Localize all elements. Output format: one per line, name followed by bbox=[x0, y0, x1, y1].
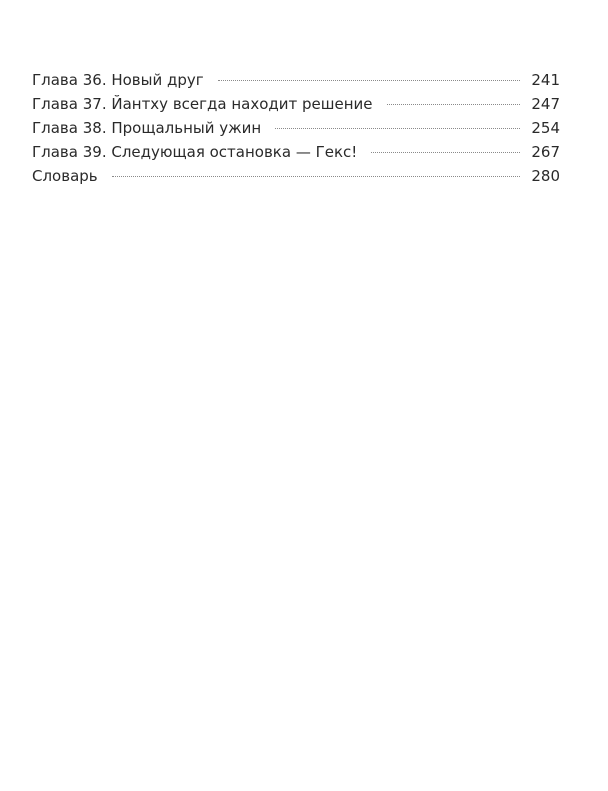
dot-leader bbox=[275, 128, 520, 129]
dot-leader bbox=[387, 104, 520, 105]
table-of-contents bbox=[32, 68, 560, 188]
toc-entry-page-number: 280 bbox=[531, 167, 560, 185]
toc-entry-chapter-39 bbox=[32, 140, 560, 164]
toc-entry-title: Глава 39. Следующая остановка — Гекс! bbox=[32, 143, 358, 161]
toc-entry-page-number: 247 bbox=[531, 95, 560, 113]
toc-entry-title: Глава 38. Прощальный ужин bbox=[32, 119, 262, 137]
toc-entry-page-number: 254 bbox=[531, 119, 560, 137]
toc-entry-title: Глава 36. Новый друг bbox=[32, 71, 204, 89]
toc-entry-title: Словарь bbox=[32, 167, 98, 185]
toc-entry-chapter-37 bbox=[32, 92, 560, 116]
dot-leader bbox=[218, 80, 520, 81]
toc-entry-chapter-36 bbox=[32, 68, 560, 92]
toc-entry-title: Глава 37. Йантху всегда находит решение bbox=[32, 95, 373, 113]
dot-leader bbox=[112, 176, 520, 177]
toc-entry-page-number: 241 bbox=[531, 71, 560, 89]
toc-entry-chapter-38 bbox=[32, 116, 560, 140]
toc-entry-glossary bbox=[32, 164, 560, 188]
dot-leader bbox=[371, 152, 520, 153]
toc-entry-page-number: 267 bbox=[531, 143, 560, 161]
